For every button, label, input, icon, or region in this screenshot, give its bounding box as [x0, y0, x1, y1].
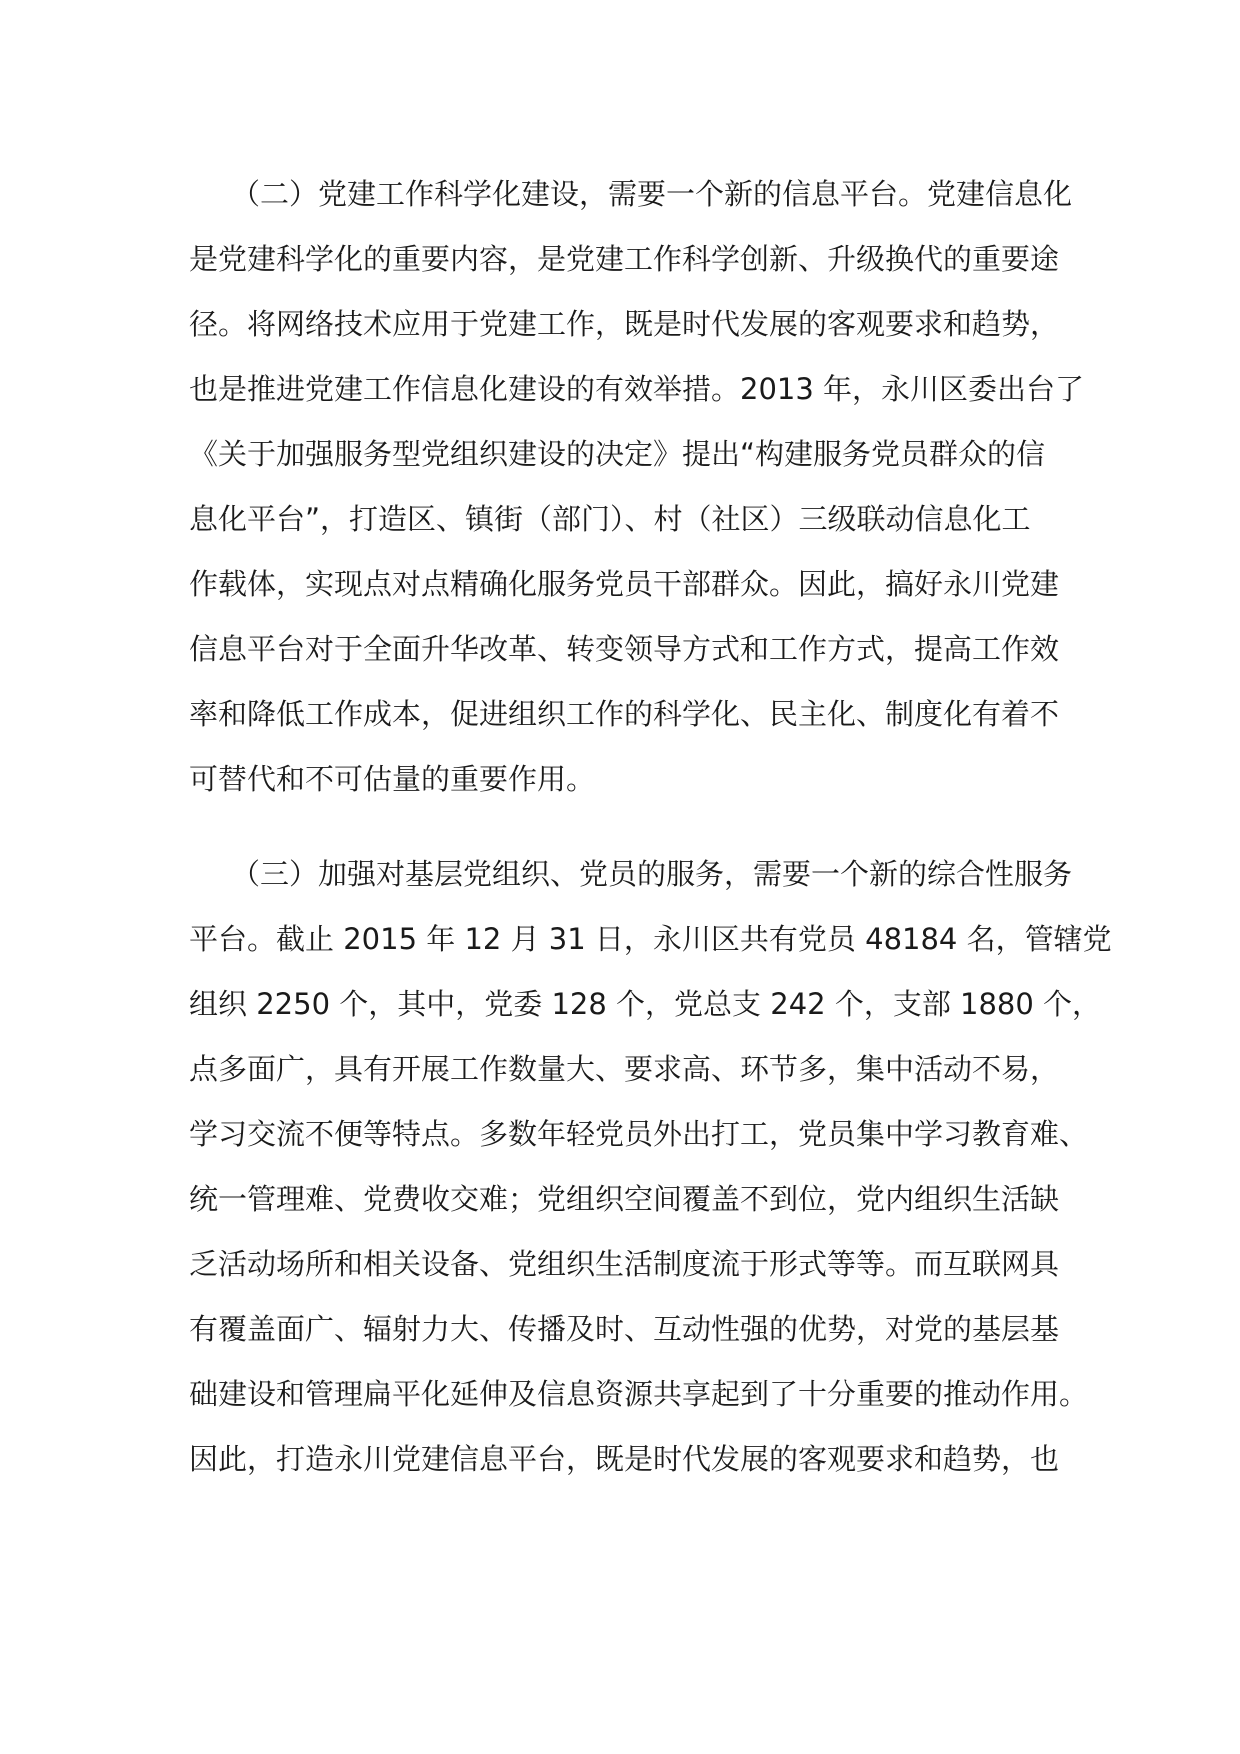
paragraph-line: 因此，打造永川党建信息平台，既是时代发展的客观要求和趋势，也 — [189, 1442, 1060, 1476]
paragraph-line: 息化平台”，打造区、镇街（部门）、村（社区）三级联动信息化工 — [189, 502, 1031, 536]
paragraph-line: 可替代和不可估量的重要作用。 — [189, 762, 596, 796]
paragraph-line: 作载体，实现点对点精确化服务党员干部群众。因此，搞好永川党建 — [189, 567, 1060, 601]
paragraph-3 — [189, 842, 1112, 1492]
paragraph-line: （三）加强对基层党组织、党员的服务，需要一个新的综合性服务 — [231, 857, 1073, 891]
paragraph-line: 乏活动场所和相关设备、党组织生活制度流于形式等等。而互联网具 — [189, 1247, 1060, 1281]
paragraph-line: 也是推进党建工作信息化建设的有效举措。2013 年，永川区委出台了 — [189, 372, 1085, 406]
document-body — [189, 162, 1112, 1492]
paragraph-line: 点多面广，具有开展工作数量大、要求高、环节多，集中活动不易， — [189, 1052, 1060, 1086]
paragraph-spacer — [189, 812, 1059, 842]
paragraph-line: 径。将网络技术应用于党建工作，既是时代发展的客观要求和趋势， — [189, 307, 1060, 341]
paragraph-line: （二）党建工作科学化建设，需要一个新的信息平台。党建信息化 — [231, 177, 1073, 211]
paragraph-line: 是党建科学化的重要内容，是党建工作科学创新、升级换代的重要途 — [189, 242, 1060, 276]
paragraph-line: 础建设和管理扁平化延伸及信息资源共享起到了十分重要的推动作用。 — [189, 1377, 1089, 1411]
paragraph-line: 统一管理难、党费收交难；党组织空间覆盖不到位，党内组织生活缺 — [189, 1182, 1060, 1216]
paragraph-line: 《关于加强服务型党组织建设的决定》提出“构建服务党员群众的信 — [189, 437, 1046, 471]
paragraph-2 — [189, 162, 1085, 812]
paragraph-line: 平台。截止 2015 年 12 月 31 日，永川区共有党员 48184 名，管辖党 — [189, 922, 1112, 956]
paragraph-line: 组织 2250 个，其中，党委 128 个，党总支 242 个，支部 1880 个， — [189, 987, 1102, 1021]
paragraph-line: 有覆盖面广、辐射力大、传播及时、互动性强的优势，对党的基层基 — [189, 1312, 1060, 1346]
paragraph-line: 率和降低工作成本，促进组织工作的科学化、民主化、制度化有着不 — [189, 697, 1060, 731]
paragraph-line: 学习交流不便等特点。多数年轻党员外出打工，党员集中学习教育难、 — [189, 1117, 1089, 1151]
paragraph-line: 信息平台对于全面升华改革、转变领导方式和工作方式，提高工作效 — [189, 632, 1060, 666]
